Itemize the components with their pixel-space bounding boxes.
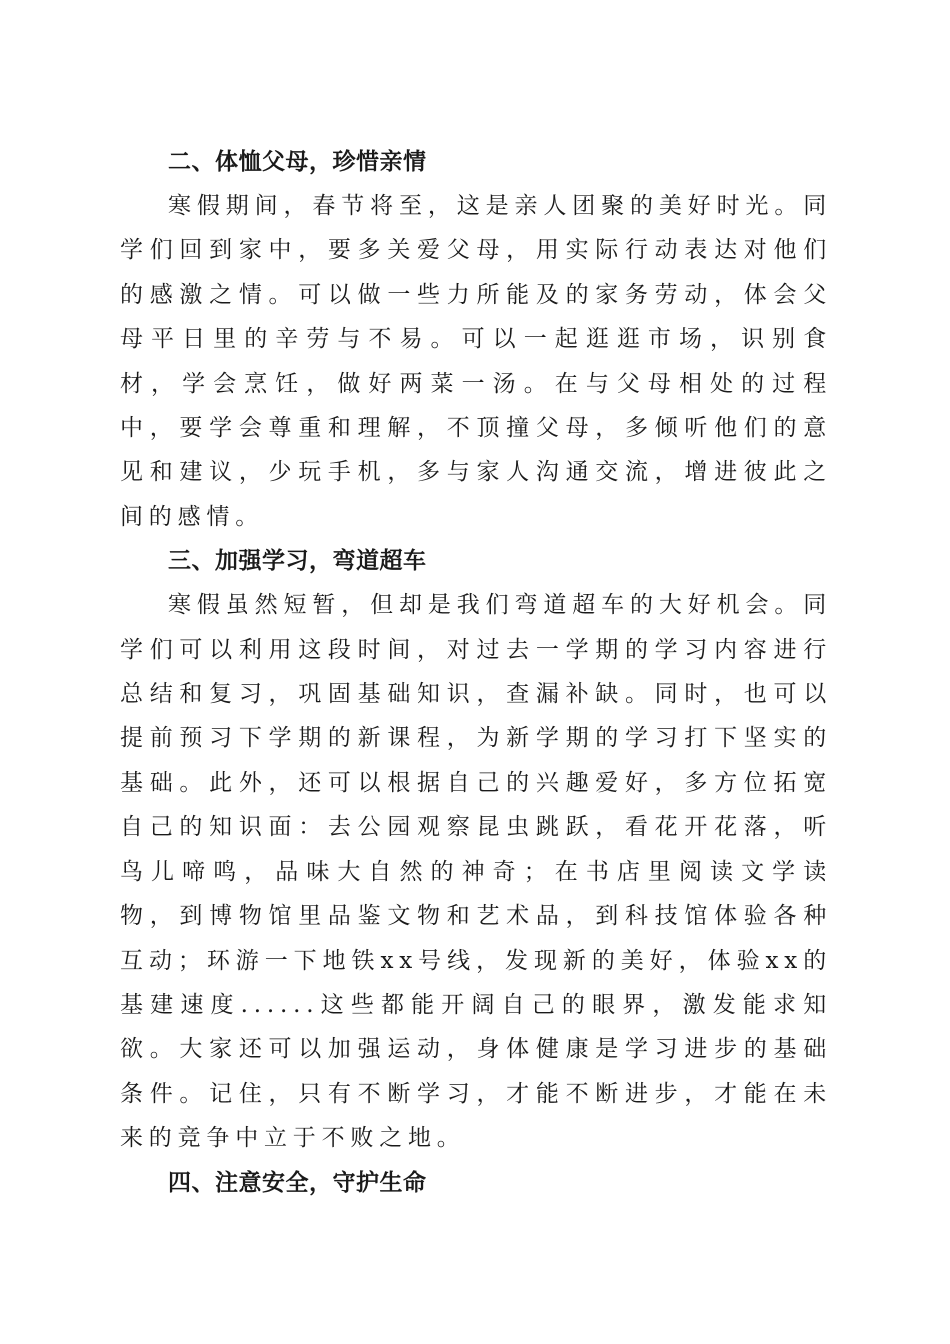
section-heading-3: 三、加强学习，弯道超车 (168, 548, 427, 575)
section-heading-4: 四、注意安全，守护生命 (168, 1169, 427, 1196)
document-body (120, 140, 832, 1205)
section-heading-2: 二、体恤父母，珍惜亲情 (168, 149, 427, 175)
section-paragraph-2: 寒假期间，春节将至，这是亲人团聚的美好时光。同学们回到家中，要多关爱父母，用实际行动表达对他们的感激之情。可以做一些力所能及的家务劳动，体会父母平日里的辛劳与不易。可以一起逛逛市场，识别食材，学会烹饪，做好两菜一汤。在与父母相处的过程中，要学会尊重和理解，不顶撞父母，多倾听他们的意见和建议，少玩手机，多与家人沟通交流，增进彼此之间的感情。 (120, 193, 832, 530)
section-paragraph-3: 寒假虽然短暂，但却是我们弯道超车的大好机会。同学们可以利用这段时间，对过去一学期的学习内容进行总结和复习，巩固基础知识，查漏补缺。同时，也可以提前预习下学期的新课程，为新学期的学习打下坚实的基础。此外，还可以根据自己的兴趣爱好，多方位拓宽自己的知识面：去公园观察昆虫跳跃，看花开花落，听鸟儿啼鸣，品味大自然的神奇；在书店里阅读文学读物，到博物馆里品鉴文物和艺术品，到科技馆体验各种互动；环游一下地铁xx号线，发现新的美好，体验xx的基建速度......这些都能开阔自己的眼界，激发能求知欲。大家还可以加强运动，身体健康是学习进步的基础条件。记住，只有不断学习，才能不断进步，才能在未来的竞争中立于不败之地。 (120, 592, 832, 1152)
